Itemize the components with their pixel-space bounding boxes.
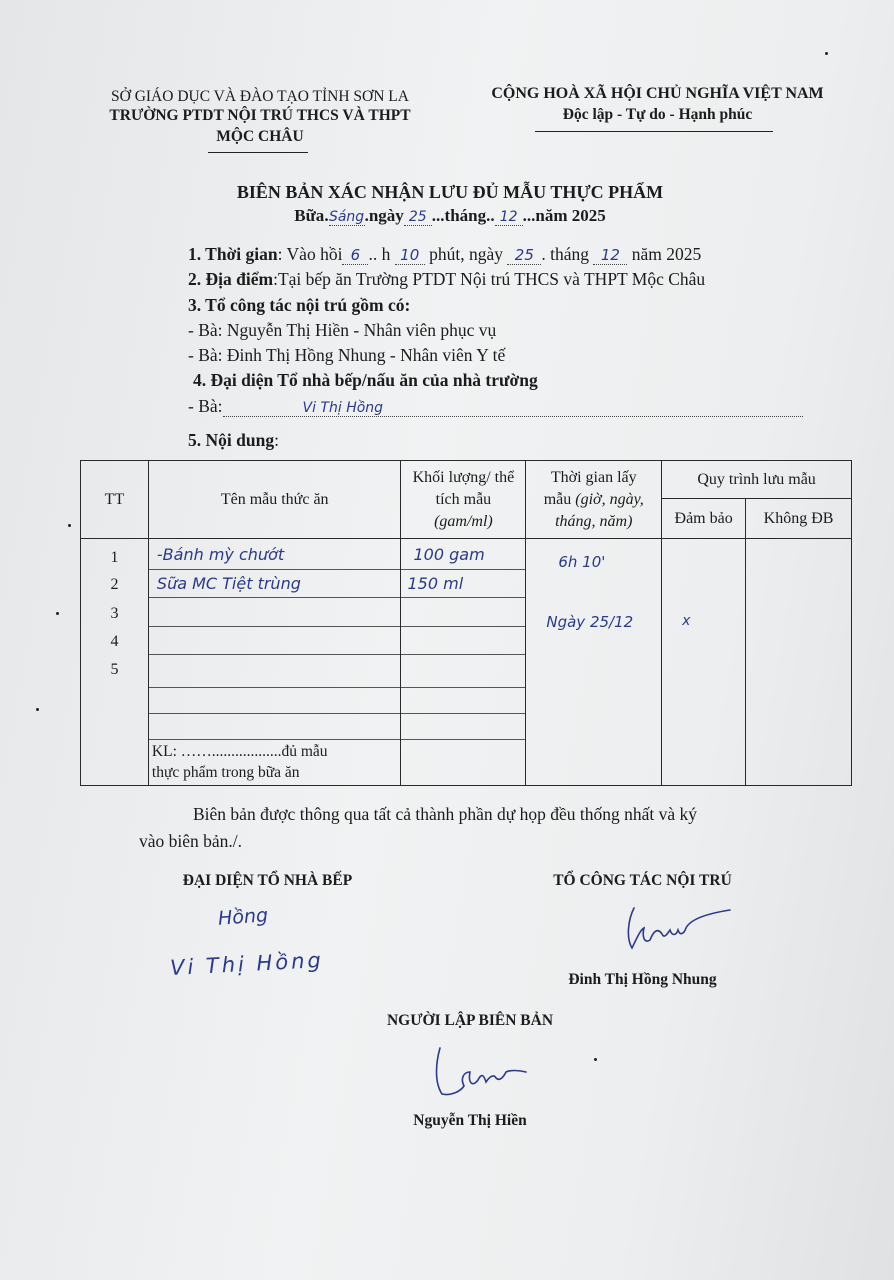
- month-label: tháng: [550, 244, 589, 264]
- mass-column: [401, 539, 526, 786]
- tt-5: 5: [110, 661, 119, 678]
- tt-column: [81, 539, 149, 786]
- dam-bao-mark: x: [682, 613, 691, 629]
- section-content: [188, 430, 279, 451]
- row-line: [401, 739, 525, 740]
- school-name-line2: MỘC CHÂU: [216, 128, 304, 145]
- section3-label: 3. Tổ công tác nội trú gồm có:: [188, 295, 411, 315]
- closing-line1: Biên bản được thông qua tất cả thành phần dự họp đều thống nhất và ký: [193, 804, 698, 824]
- row-line: [401, 654, 525, 655]
- preparer-title: NGƯỜI LẬP BIÊN BẢN: [386, 1012, 554, 1029]
- location-text: :Tại bếp ăn Trường PTDT Nội trú THCS và THPT Mộc Châu: [273, 269, 706, 289]
- section2-label: 2. Địa điểm: [188, 269, 274, 289]
- header-khong-db: Không ĐB: [746, 499, 852, 539]
- thang-label: tháng: [444, 206, 487, 225]
- hour-value: 6: [342, 246, 368, 265]
- section-time: 1. Thời gian: Vào hồi 6 .. h 10 phút, ngày 25 . tháng 12 năm 2025: [188, 244, 702, 264]
- kl-note: [152, 741, 328, 783]
- time-column: [526, 539, 662, 786]
- dam-bao-column: [662, 539, 746, 786]
- national-title: CỘNG HOÀ XÃ HỘI CHỦ NGHĨA VIỆT NAM: [491, 85, 824, 102]
- bua-value: Sáng: [328, 209, 365, 225]
- header-right-underline: [535, 131, 773, 132]
- phut-ngay-label: phút, ngày: [429, 244, 503, 264]
- ngay-value: 25: [404, 209, 432, 226]
- time-header-line1: Thời gian lấy: [550, 468, 637, 486]
- row-line: [149, 739, 401, 740]
- thang-value: 12: [495, 209, 523, 226]
- member-1: - Bà: Nguyễn Thị Hiền - Nhân viên phục vụ: [188, 320, 497, 340]
- kitchen-rep-value: Vi Thị Hồng: [223, 400, 803, 417]
- month-value: 12: [593, 246, 627, 265]
- kitchen-rep-title: ĐẠI DIỆN TỔ NHÀ BẾP: [182, 872, 353, 889]
- row-line: [149, 597, 401, 598]
- h-label: h: [381, 244, 391, 264]
- school-name-line1: TRƯỜNG PTDT NỘI TRÚ THCS VÀ THPT: [109, 107, 411, 124]
- mass-header-line2: tích mẫu: [435, 490, 492, 508]
- row-line: [401, 687, 525, 688]
- row-line: [149, 687, 401, 688]
- nhung-signature-icon: [620, 900, 740, 955]
- khong-db-column: [746, 539, 852, 786]
- row-line: [401, 597, 525, 598]
- nam-label: năm 2025: [535, 206, 606, 225]
- member-2: - Bà: Đinh Thị Hồng Nhung - Nhân viên Y tế: [188, 345, 506, 365]
- stray-mark: [56, 612, 59, 615]
- header-tt: TT: [81, 461, 149, 539]
- stray-mark: [594, 1058, 597, 1061]
- stray-mark: [825, 52, 828, 55]
- preparer-name: Nguyễn Thị Hiền: [413, 1112, 527, 1129]
- section4-label: 4. Đại diện Tổ nhà bếp/nấu ăn của nhà trường: [193, 370, 538, 390]
- mass-1: 100 gam: [413, 545, 485, 564]
- name-column: [148, 539, 401, 786]
- row-line: [149, 569, 401, 570]
- mass-header-line3: (gam/ml): [434, 512, 493, 530]
- header-left-underline: [208, 152, 308, 153]
- year-label: năm 2025: [631, 244, 702, 264]
- time-header-line3: tháng, năm): [555, 512, 633, 530]
- food-2: Sữa MC Tiệt trùng: [156, 574, 301, 593]
- boarding-team-name: Đinh Thị Hồng Nhung: [568, 971, 717, 988]
- kitchen-rep-signature: Hồng: [217, 904, 269, 930]
- mass-header-line1: Khối lượng/ thể: [412, 468, 515, 486]
- header-process: Quy trình lưu mẫu: [662, 461, 852, 499]
- tt-1: 1: [110, 549, 119, 566]
- section-location: [188, 269, 705, 290]
- tt-3: 3: [110, 605, 119, 622]
- time-header-unit: (giờ, ngày,: [575, 490, 644, 508]
- section5-colon: :: [274, 430, 279, 450]
- time-header-mau: mẫu: [543, 490, 572, 508]
- mass-2: 150 ml: [407, 574, 464, 593]
- department-name: SỞ GIÁO DỤC VÀ ĐÀO TẠO TỈNH SƠN LA: [111, 88, 409, 105]
- row-line: [401, 569, 525, 570]
- header-mass: [401, 461, 526, 539]
- tt-2: 2: [110, 576, 119, 593]
- day-value: 25: [507, 246, 541, 265]
- row-line: [149, 654, 401, 655]
- time-header-line2: [526, 489, 661, 511]
- minute-value: 10: [395, 246, 425, 265]
- kitchen-rep-name-handwritten: Vi Thị Hồng: [169, 947, 325, 981]
- stray-mark: [36, 708, 39, 711]
- document-title: BIÊN BẢN XÁC NHẬN LƯU ĐỦ MẪU THỰC PHẨM: [236, 182, 664, 202]
- header-dam-bao: Đảm bảo: [662, 499, 746, 539]
- time-1: 6h 10': [558, 553, 606, 571]
- kitchen-rep-line: [188, 396, 803, 417]
- ngay-label: ngày: [368, 206, 404, 225]
- kl-line1: KL: ……..................đủ mẫu: [151, 743, 328, 760]
- section1-label: 1. Thời gian: [188, 244, 278, 264]
- food-1: -Bánh mỳ chướt: [156, 545, 285, 564]
- row-line: [149, 713, 401, 714]
- header-time: [526, 461, 662, 539]
- stray-mark: [68, 524, 71, 527]
- sample-table: [80, 460, 852, 786]
- boarding-team-title: TỔ CÔNG TÁC NỘI TRÚ: [553, 872, 732, 889]
- closing-line2: vào biên bản./.: [139, 831, 243, 851]
- meal-date-line: Bữa.Sáng.ngày 25 ...tháng.. 12 ...năm 2025: [294, 206, 606, 225]
- row-line: [149, 626, 401, 627]
- bua-label: Bữa: [294, 206, 325, 225]
- header-food-name: Tên mẫu thức ăn: [148, 461, 401, 539]
- hien-signature-icon: [430, 1042, 540, 1102]
- section5-label: 5. Nội dung: [188, 430, 275, 450]
- row-line: [401, 713, 525, 714]
- kl-line2: thực phẩm trong bữa ăn: [151, 764, 300, 781]
- tt-4: 4: [110, 633, 119, 650]
- time-2: Ngày 25/12: [546, 613, 634, 631]
- national-motto: Độc lập - Tự do - Hạnh phúc: [562, 106, 753, 123]
- vao-hoi-label: : Vào hồi: [277, 244, 343, 264]
- ba-label: - Bà:: [188, 396, 223, 416]
- row-line: [401, 626, 525, 627]
